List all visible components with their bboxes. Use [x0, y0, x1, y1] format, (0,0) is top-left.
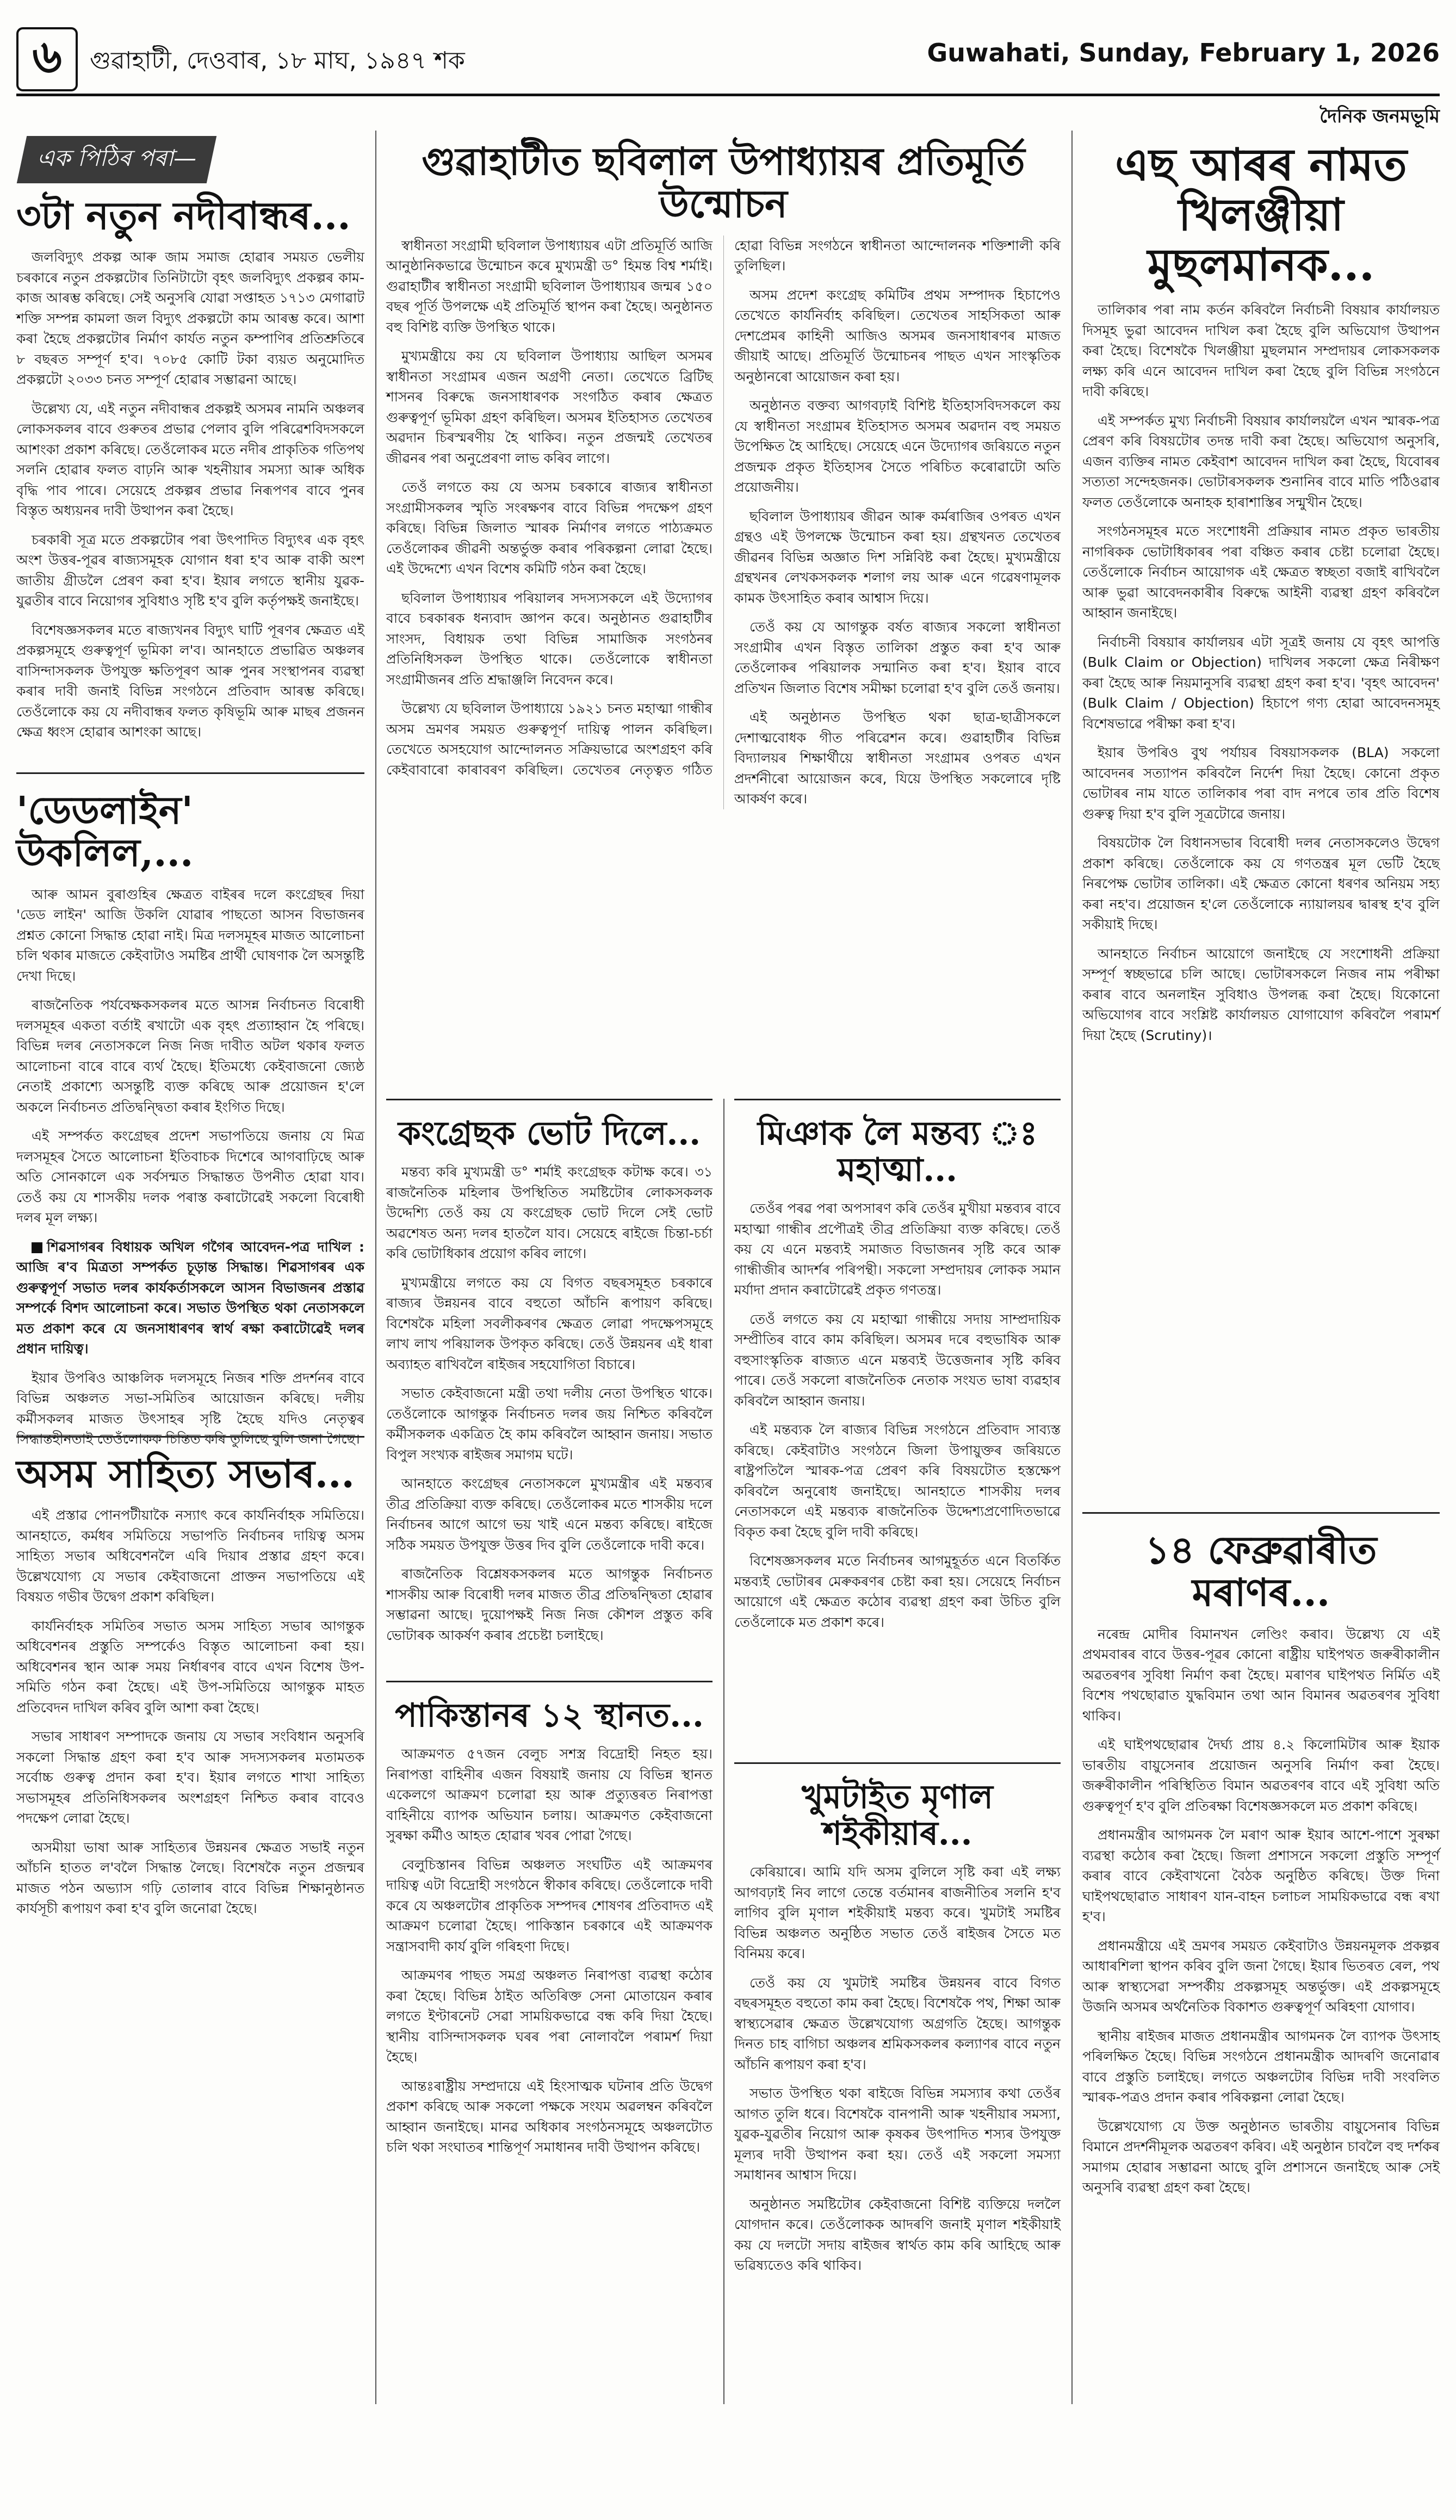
- header-rule: [16, 94, 1440, 96]
- headline: অসম সাহিত্য সভাৰ...: [16, 1451, 355, 1496]
- paragraph: উল্লেখযোগ্য যে উক্ত অনুষ্ঠানত ভাৰতীয় বায়ুসেনাৰ বিভিন্ন বিমানে প্ৰদৰ্শনীমূলক অৱতৰণ কৰিব। এই অনুষ্ঠান চাবলৈ বহু দৰ্শকৰ সমাগম হোৱাৰ সম্ভাৱনা আছে বুলি প্ৰশাসনে জনাইছে আৰু সেই অনুসৰি ব্যৱস্থা গ্ৰহণ কৰা হৈছে।: [1082, 2118, 1440, 2196]
- paragraph: প্ৰধানমন্ত্ৰীয়ে এই ভ্ৰমণৰ সময়ত কেইবাটাও উন্নয়নমূলক প্ৰকল্পৰ আধাৰশিলা স্থাপন কৰিব বুলি জনা গৈছে। ইয়াৰ ভিতৰত ৰেল, পথ আৰু স্বাস্থ্যসেৱা সম্পৰ্কীয় প্ৰকল্পসমূহ অন্তৰ্ভুক্ত। এই প্ৰকল্পসমূহে উজনি অসমৰ অৰ্থনৈতিক বিকাশত গুৰুত্বপূৰ্ণ অৰিহণা যোগাব।: [1082, 1937, 1440, 2015]
- article-sahitya-sabha: [16, 1436, 364, 2520]
- paragraph: কেৰিয়াৰে। আমি যদি অসম বুলিলে সৃষ্টি কৰা এই লক্ষ্য আগবঢ়াই নিব লাগে তেন্তে বৰ্তমানৰ ৰাজনীতিৰ সলনি হ'ব লাগিব বুলি মৃণাল শইকীয়াই মন্তব্য কৰে। খুমটাই সমষ্টিৰ বিভিন্ন অঞ্চলত অনুষ্ঠিত সভাত তেওঁ ৰাইজৰ সৈতে মত বিনিময় কৰে।: [734, 1864, 1061, 1962]
- section-kicker: এক পিঠিৰ পৰা—: [17, 136, 217, 183]
- paragraph: জলবিদ্যুৎ প্ৰকল্প আৰু জাম সমাজ হোৱাৰ সময়ত ভেলীয় চৰকাৰে নতুন প্ৰকল্পটোৰ তিনিটাটো বৃহৎ জলবিদ্যুৎ প্ৰকল্পৰ কাম-কাজ আৰম্ভ কৰিছে। সেই অনুসৰি যোৱা সপ্তাহত ১৭১৩ মেগাৱাট শক্তি সম্পন্ন কামলা জল বিদ্যুৎ প্ৰকল্পটো কাম আৰম্ভ কৰে। আশা কৰা হৈছে প্ৰকল্পটোৰ নিৰ্মাণ কাৰ্যত নতুন কম্পাণিৰ প্ৰতিশ্ৰুতিৰে ৮ বছৰত সম্পূৰ্ণ হ'ব। ৭০৮৫ কোটি টকা ব্যয়ত অনুমোদিত প্ৰকল্পটো ২০৩৩ চনত সম্পূৰ্ণ হোৱাৰ সম্ভাৱনা আছে।: [16, 249, 364, 388]
- paragraph: এই মন্তব্যক লৈ ৰাজ্যৰ বিভিন্ন সংগঠনে প্ৰতিবাদ সাব্যস্ত কৰিছে। কেইবাটাও সংগঠনে জিলা উপায়ুক্তৰ জৰিয়তে ৰাষ্ট্ৰপতিলৈ স্মাৰক-পত্ৰ প্ৰেৰণ কৰি বিষয়টোত হস্তক্ষেপ কৰিবলৈ অনুৰোধ জনাইছে। আনহাতে শাসকীয় দলৰ নেতাসকলে এই মন্তব্যক ৰাজনৈতিক উদ্দেশ্যপ্ৰণোদিতভাৱে বিকৃত কৰা হৈছে বুলি দাবী কৰিছে।: [734, 1422, 1061, 1540]
- newspaper-name: দৈনিক জনমভূমি: [1319, 106, 1440, 127]
- paragraph: মন্তব্য কৰি মুখ্যমন্ত্ৰী ড° শৰ্মাই কংগ্ৰেছক কটাক্ষ কৰে। ৩১ ৰাজনৈতিক মহিলাৰ উপস্থিতিত সমষ্টিটোৰ লোকসকলক উদ্দেশ্যি তেওঁ কয় যে কংগ্ৰেছক ভোট দিলে সেই ভোট অৱশেষত অন্য দলৰ হাতলৈ যাব। সেয়েহে ৰাইজে চিন্তা-চৰ্চা কৰি ভোটাধিকাৰ প্ৰয়োগ কৰিব লাগে।: [386, 1164, 712, 1262]
- paragraph: সভাৰ সাধাৰণ সম্পাদকে জনায় যে সভাৰ সংবিধান অনুসৰি সকলো সিদ্ধান্ত গ্ৰহণ কৰা হ'ব আৰু সদস্যসকলৰ মতামতক সৰ্বোচ্চ গুৰুত্ব প্ৰদান কৰা হ'ব। ইয়াৰ লগতে শাখা সাহিত্য সভাসমূহৰ প্ৰতিনিধিসকলৰ অংশগ্ৰহণ নিশ্চিত কৰাৰ বাবেও পদক্ষেপ লোৱা হৈছে।: [16, 1729, 364, 1826]
- paragraph: তালিকাৰ পৰা নাম কৰ্তন কৰিবলৈ নিৰ্বাচনী বিষয়াৰ কাৰ্যালয়ত দিসমূহ ভুৱা আবেদন দাখিল কৰা হৈছে বুলি অভিযোগ উত্থাপন কৰা হৈছে। বিশেষকৈ খিলঞ্জীয়া মুছলমান সম্প্ৰদায়ৰ লোকসকলক লক্ষ্য কৰি এনে আবেদন দাখিল কৰা হৈছে বুলি বিভিন্ন সংগঠনে দাবী কৰিছে।: [1082, 302, 1440, 400]
- paragraph: উল্লেখ্য যে, এই নতুন নদীবান্ধৰ প্ৰকল্পই অসমৰ নামনি অঞ্চলৰ লোকসকলৰ বাবে গুৰুতৰ প্ৰভাৱ পেলাব বুলি পৰিৱেশবিদসকলে আশংকা প্ৰকাশ কৰিছে। তেওঁলোকৰ মতে নদীৰ প্ৰাকৃতিক গতিপথ সলনি হোৱাৰ ফলত বাঢ়নি আৰু খহনীয়াৰ সমস্যা আৰু অধিক বৃদ্ধি পাব পাৰে। সেয়েহে প্ৰকল্পৰ প্ৰভাৱ নিৰূপণৰ বাবে পুনৰ বিস্তৃত অধ্যয়নৰ দাবী উত্থাপন কৰা হৈছে।: [16, 400, 364, 519]
- column-divider: [375, 131, 376, 2404]
- headline: পাকিস্তানৰ ১২ স্থানত...: [395, 1696, 704, 1735]
- paragraph: নিৰ্বাচনী বিষয়াৰ কাৰ্যালয়ৰ এটা সূত্ৰই জনায় যে বৃহৎ আপত্তি (Bulk Claim or Objection) দাখিলৰ সকলো ক্ষেত্ৰ নিৰীক্ষণ কৰা হৈছে আৰু নিয়মানুসৰি ব্যৱস্থা গ্ৰহণ কৰা হ'ব। 'বৃহৎ আবেদন' (Bulk Claim / Objection) হিচাপে গণ্য হোৱা আবেদনসমূহ বিশেষভাৱে পৰীক্ষা কৰা হ'ব।: [1082, 634, 1440, 732]
- paragraph: সভাত উপস্থিত থকা ৰাইজে বিভিন্ন সমস্যাৰ কথা তেওঁৰ আগত তুলি ধৰে। বিশেষকৈ বানপানী আৰু খহনীয়াৰ সমস্যা, যুৱক-যুৱতীৰ নিয়োগ আৰু কৃষকৰ উৎপাদিত শস্যৰ উপযুক্ত মূল্যৰ দাবী উত্থাপন কৰা হয়। তেওঁ এই সকলো সমস্যা সমাধানৰ আশ্বাস দিয়ে।: [734, 2085, 1061, 2183]
- headline: ১৪ ফেব্ৰুৱাৰীত মৰাণৰ...: [1145, 1527, 1377, 1615]
- article-congress-vote: [386, 1099, 712, 1666]
- paragraph: উল্লেখ্য যে ছবিলাল উপাধ্যায়ে ১৯২১ চনত মহাত্মা গান্ধীৰ অসম ভ্ৰমণৰ সময়ত গুৰুত্বপূৰ্ণ দায়িত্ব পালন কৰিছিল। তেখেতে অসহযোগ আন্দোলনত সক্ৰিয়ভাৱে অংশগ্ৰহণ কৰি কেইবাবাৰো কাৰাবৰণ কৰিছিল। তেখেতৰ নেতৃত্বত গঠিত হোৱা বিভিন্ন সংগঠনে স্বাধীনতা আন্দোলনক শক্তিশালী কৰি তুলিছিল।: [386, 237, 1061, 778]
- paragraph: প্ৰধানমন্ত্ৰীৰ আগমনক লৈ মৰাণ আৰু ইয়াৰ আশে-পাশে সুৰক্ষা ব্যৱস্থা কঠোৰ কৰা হৈছে। জিলা প্ৰশাসনে সকলো প্ৰস্তুতি সম্পূৰ্ণ কৰাৰ বাবে কেইবাখনো বৈঠক অনুষ্ঠিত কৰিছে। উক্ত দিনা ঘাইপথছোৱাত সাধাৰণ যান-বাহন চলাচল সাময়িকভাৱে বন্ধ ৰখা হ'ব।: [1082, 1827, 1440, 1925]
- paragraph: এই ঘাইপথছোৱাৰ দৈৰ্ঘ্য প্ৰায় ৪.২ কিলোমিটাৰ আৰু ইয়াক ভাৰতীয় বায়ুসেনাৰ প্ৰয়োজন অনুসৰি নিৰ্মাণ কৰা হৈছে। জৰুৰীকালীন পৰিস্থিতিত বিমান অৱতৰণৰ বাবে এই সুবিধা অতি গুৰুত্বপূৰ্ণ হ'ব বুলি প্ৰতিৰক্ষা বিশেষজ্ঞসকলে মত প্ৰকাশ কৰিছে।: [1082, 1737, 1440, 1814]
- paragraph: ইয়াৰ উপৰিও আঞ্চলিক দলসমূহে নিজৰ শক্তি প্ৰদৰ্শনৰ বাবে বিভিন্ন অঞ্চলত সভা-সমিতিৰ আয়োজন কৰিছে। দলীয় কৰ্মীসকলৰ মাজত উৎসাহৰ সৃষ্টি হৈছে যদিও নেতৃত্বৰ সিদ্ধান্তহীনতাই তেওঁলোকক চিন্তিত কৰি তুলিছে বুলি জনা গৈছে।: [16, 1370, 364, 1447]
- article-pakistan: [386, 1681, 712, 2520]
- paragraph: এই অনুষ্ঠানত উপস্থিত থকা ছাত্ৰ-ছাত্ৰীসকলে দেশাত্মবোধক গীত পৰিৱেশন কৰে। গুৱাহাটীৰ বিভিন্ন বিদ্যালয়ৰ শিক্ষাৰ্থীয়ে স্বাধীনতা সংগ্ৰামৰ ওপৰত এখন প্ৰদৰ্শনীৰো আয়োজন কৰে, যিয়ে উপস্থিত সকলোৰে দৃষ্টি আকৰ্ষণ কৰে।: [734, 709, 1061, 807]
- paragraph: ৰাজনৈতিক পৰ্যবেক্ষকসকলৰ মতে আসন্ন নিৰ্বাচনত বিৰোধী দলসমূহৰ একতা বৰ্তাই ৰখাটো এক বৃহৎ প্ৰত্যাহ্বান হৈ পৰিছে। বিভিন্ন দলৰ নেতাসকলে নিজ নিজ দাবীত অটল থকাৰ ফলত আলোচনা বাৰে বাৰে ব্যৰ্থ হৈছে। ইতিমধ্যে কেইবাজনো জ্যেষ্ঠ নেতাই প্ৰকাশ্যে অসন্তুষ্টি ব্যক্ত কৰিছে আৰু প্ৰয়োজন হ'লে অকলে নিৰ্বাচনত প্ৰতিদ্বন্দ্বিতা কৰাৰ ইংগিত দিছে।: [16, 997, 364, 1115]
- paragraph: স্বাধীনতা সংগ্ৰামী ছবিলাল উপাধ্যায়ৰ এটা প্ৰতিমূৰ্তি আজি আনুষ্ঠানিকভাৱে উন্মোচন কৰে মুখ্যমন্ত্ৰী ড° হিমন্ত বিশ্ব শৰ্মাই। গুৱাহাটীৰ স্বাধীনতা সংগ্ৰামী ছবিলাল উপাধ্যায়ৰ জন্মৰ ১৫০ বছৰ পূৰ্তি উপলক্ষে এই প্ৰতিমূৰ্তি স্থাপন কৰা হৈছে। অনুষ্ঠানত বহু বিশিষ্ট ব্যক্তি উপস্থিত থাকে।: [386, 237, 712, 335]
- column-center: [386, 131, 1061, 2404]
- page-number: ৬: [16, 27, 78, 91]
- paragraph: বিশেষজ্ঞসকলৰ মতে নিৰ্বাচনৰ আগমুহূৰ্তত এনে বিতৰ্কিত মন্তব্যই ভোটাৰৰ মেৰুকৰণৰ চেষ্টা কৰা হয়। সেয়েহে নিৰ্বাচন আয়োগে এই ক্ষেত্ৰত কঠোৰ ব্যৱস্থা গ্ৰহণ কৰা উচিত বুলি তেওঁলোকে মত প্ৰকাশ কৰে।: [734, 1553, 1061, 1630]
- column-divider: [723, 1099, 724, 2404]
- headline: মিঞাক লৈ মন্তব্য ঃ মহাত্মা...: [757, 1115, 1038, 1190]
- paragraph: তেওঁ লগতে কয় যে মহাত্মা গান্ধীয়ে সদায় সাম্প্ৰদায়িক সম্প্ৰীতিৰ বাবে কাম কৰিছিল। অসমৰ দৰে বহুভাষিক আৰু বহুসাংস্কৃতিক ৰাজ্যত এনে মন্তব্যই উত্তেজনাৰ সৃষ্টি কৰিব পাৰে। তেওঁ সকলো ৰাজনৈতিক নেতাক সংযত ভাষা ব্যৱহাৰ কৰিবলৈ আহ্বান জনায়।: [734, 1311, 1061, 1409]
- article-sir-muslims: [1082, 131, 1440, 1490]
- paragraph: চৰকাৰী সূত্ৰ মতে প্ৰকল্পটোৰ পৰা উৎপাদিত বিদ্যুৎৰ এক বৃহৎ অংশ উত্তৰ-পূৱৰ ৰাজ্যসমূহক যোগান ধৰা হ'ব আৰু বাকী অংশ জাতীয় গ্ৰীডলৈ প্ৰেৰণ কৰা হ'ব। ইয়াৰ লগতে স্থানীয় যুৱক-যুৱতীৰ বাবে নিয়োগৰ সুবিধাও সৃষ্টি হ'ব বুলি কৰ্তৃপক্ষই জনাইছে।: [16, 531, 364, 609]
- paragraph: এই সম্পৰ্কত কংগ্ৰেছৰ প্ৰদেশ সভাপতিয়ে জনায় যে মিত্ৰ দলসমূহৰ সৈতে আলোচনা ইতিবাচক দিশেৰে আগবাঢ়িছে আৰু অতি সোনকালে এক সৰ্বসন্মত সিদ্ধান্তত উপনীত হোৱা যাব। তেওঁ কয় যে শাসকীয় দলক পৰাস্ত কৰাটোৱেই সকলো বিৰোধী দলৰ মূল লক্ষ্য।: [16, 1128, 364, 1226]
- article-chabilal-statue: [386, 131, 1061, 1077]
- paragraph: অসম প্ৰদেশ কংগ্ৰেছ কমিটিৰ প্ৰথম সম্পাদক হিচাপেও তেখেতে কাৰ্যনিৰ্বাহ কৰিছিল। তেখেতৰ সাহসিকতা আৰু দেশপ্ৰেমৰ কাহিনী আজিও অসমৰ জনসাধাৰণৰ মাজত জীয়াই আছে। প্ৰতিমূৰ্তি উন্মোচনৰ পাছত এখন সাংস্কৃতিক অনুষ্ঠানৰো আয়োজন কৰা হয়।: [734, 287, 1061, 385]
- paragraph: ছবিলাল উপাধ্যায়ৰ পৰিয়ালৰ সদস্যসকলে এই উদ্যোগৰ বাবে চৰকাৰক ধন্যবাদ জ্ঞাপন কৰে। অনুষ্ঠানত গুৱাহাটীৰ সাংসদ, বিধায়ক তথা বিভিন্ন সামাজিক সংগঠনৰ প্ৰতিনিধিসকল উপস্থিত থাকে। তেওঁলোকে স্বাধীনতা সংগ্ৰামীজনৰ প্ৰতি শ্ৰদ্ধাঞ্জলি নিবেদন কৰে।: [386, 590, 712, 688]
- paragraph: আন্তঃৰাষ্ট্ৰীয় সম্প্ৰদায়ে এই হিংসাত্মক ঘটনাৰ প্ৰতি উদ্বেগ প্ৰকাশ কৰিছে আৰু সকলো পক্ষকে সংযম অৱলম্বন কৰিবলৈ আহ্বান জনাইছে। মানৱ অধিকাৰ সংগঠনসমূহে অঞ্চলটোত চলি থকা সংঘাতৰ শান্তিপূৰ্ণ সমাধানৰ দাবী উত্থাপন কৰিছে।: [386, 2078, 712, 2156]
- paragraph: তেওঁ কয় যে খুমটাই সমষ্টিৰ উন্নয়নৰ বাবে বিগত বছৰসমূহত বহুতো কাম কৰা হৈছে। বিশেষকৈ পথ, শিক্ষা আৰু স্বাস্থ্যসেৱাৰ ক্ষেত্ৰত উল্লেখযোগ্য অগ্ৰগতি হৈছে। আগন্তুক দিনত চাহ বাগিচা অঞ্চলৰ শ্ৰমিকসকলৰ কল্যাণৰ বাবে নতুন আঁচনি ৰূপায়ণ কৰা হ'ব।: [734, 1974, 1061, 2072]
- headline: এছ আৰৰ নামত খিলঞ্জীয়া মুছলমানক...: [1115, 139, 1407, 291]
- paragraph: ৰাজনৈতিক বিশ্লেষকসকলৰ মতে আগন্তুক নিৰ্বাচনত শাসকীয় আৰু বিৰোধী দলৰ মাজত তীব্ৰ প্ৰতিদ্বন্দ্বিতা হোৱাৰ সম্ভাৱনা আছে। দুয়োপক্ষই নিজ নিজ কৌশল প্ৰস্তুত কৰি ভোটাৰক আকৰ্ষণ কৰাৰ প্ৰচেষ্টা চলাইছে।: [386, 1566, 712, 1643]
- header-date-english: Guwahati, Sunday, February 1, 2026: [927, 38, 1440, 67]
- article-moran-highway: [1082, 1512, 1440, 2520]
- paragraph: এই প্ৰস্তাৱ পোনপটীয়াকৈ নস্যাৎ কৰে কাৰ্যনিৰ্বাহক সমিতিয়ে। আনহাতে, কৰ্মধৰ সমিতিয়ে সভাপতি নিৰ্বাচনৰ দায়িত্ব অসম সাহিত্য সভাৰ অধিবেশনলৈ এৰি দিয়াৰ প্ৰস্তাৱ গ্ৰহণ কৰে। উল্লেখযোগ্য যে সভাৰ কেইবাজনো প্ৰাক্তন সভাপতিয়ে এই বিষয়ত গভীৰ উদ্বেগ প্ৰকাশ কৰিছিল।: [16, 1507, 364, 1605]
- paragraph: নৰেন্দ্ৰ মোদীৰ বিমানখন লেণ্ডিং কৰাব। উল্লেখ্য যে এই প্ৰথমবাৰৰ বাবে উত্তৰ-পূৱৰ কোনো ৰাষ্ট্ৰীয় ঘাইপথত জৰুৰীকালীন অৱতৰণৰ সুবিধা নিৰ্মাণ কৰা হৈছে। মৰাণৰ ঘাইপথত নিৰ্মিত এই বিশেষ পথছোৱাত যুদ্ধবিমান তথা আন বিমানৰ অৱতৰণৰ সুবিধা থাকিব।: [1082, 1626, 1440, 1724]
- paragraph: বিশেষজ্ঞসকলৰ মতে ৰাজ্যখনৰ বিদ্যুৎ ঘাটি পূৰণৰ ক্ষেত্ৰত এই প্ৰকল্পসমূহে গুৰুত্বপূৰ্ণ ভূমিকা ল'ব। আনহাতে প্ৰভাৱিত অঞ্চলৰ বাসিন্দাসকলক উপযুক্ত ক্ষতিপূৰণ আৰু পুনৰ সংস্থাপনৰ ব্যৱস্থা কৰাৰ দাবী জনাই বিভিন্ন সংগঠনে প্ৰতিবাদ আৰম্ভ কৰিছে। তেওঁলোকে কয় যে নদীবান্ধৰ ফলত কৃষিভূমি আৰু মাছৰ প্ৰজনন ক্ষেত্ৰ ধ্বংস হোৱাৰ আশংকা আছে।: [16, 622, 364, 740]
- paragraph: এই সম্পৰ্কত মুখ্য নিৰ্বাচনী বিষয়াৰ কাৰ্যালয়লৈ এখন স্মাৰক-পত্ৰ প্ৰেৰণ কৰি বিষয়টোৰ তদন্ত দাবী কৰা হৈছে। অভিযোগ অনুসৰি, এজন ব্যক্তিৰ নামত কেইবাশ আবেদন দাখিল কৰা হৈছে, যিবোৰৰ সত্যতা সন্দেহজনক। ভোটাৰসকলক শুনানিৰ বাবে মাতি পঠিওৱাৰ ফলত তেওঁলোকে অনাহক হাৰাশাস্তিৰ সন্মুখীন হৈছে।: [1082, 412, 1440, 510]
- headline: কংগ্ৰেছক ভোট দিলে...: [398, 1115, 701, 1153]
- paragraph: আনহাতে নিৰ্বাচন আয়োগে জনাইছে যে সংশোধনী প্ৰক্ৰিয়া সম্পূৰ্ণ স্বচ্ছভাৱে চলি আছে। ভোটাৰসকলে নিজৰ নাম পৰীক্ষা কৰাৰ বাবে অনলাইন সুবিধাও উপলব্ধ কৰা হৈছে। যিকোনো অভিযোগৰ বাবে সংশ্লিষ্ট কাৰ্যালয়ত যোগাযোগ কৰিবলৈ পৰামৰ্শ দিয়া হৈছে (Scrutiny)।: [1082, 945, 1440, 1043]
- article-khumtai: [734, 1762, 1061, 2520]
- paragraph: আৰু আমন বুৰাগুহিৰ ক্ষেত্ৰত বাইৰৰ দলে কংগ্ৰেছৰ দিয়া 'ডেড লাইন' আজি উকলি যোৱাৰ পাছতো আসন বিভাজনৰ প্ৰশ্নত কোনো সিদ্ধান্ত হোৱা নাই। মিত্ৰ দলসমূহৰ মাজত আলোচনা চলি থকাৰ মাজতে কেইবাটাও সমষ্টিৰ প্ৰাৰ্থী ঘোষণাক লৈ অসন্তুষ্টি দেখা দিছে।: [16, 886, 364, 984]
- paragraph: ইয়াৰ উপৰিও বুথ পৰ্যায়ৰ বিষয়াসকলক (BLA) সকলো আবেদনৰ সত্যাপন কৰিবলৈ নিৰ্দেশ দিয়া হৈছে। কোনো প্ৰকৃত ভোটাৰৰ নাম যাতে তালিকাৰ পৰা বাদ নপৰে তাৰ প্ৰতি বিশেষ গুৰুত্ব দিয়া হ'ব বুলি সূত্ৰটোৱে জনায়।: [1082, 745, 1440, 822]
- paragraph: আক্ৰমণৰ পাছত সমগ্ৰ অঞ্চলত নিৰাপত্তা ব্যৱস্থা কঠোৰ কৰা হৈছে। বিভিন্ন ঠাইত অতিৰিক্ত সেনা মোতায়েন কৰাৰ লগতে ইণ্টাৰনেট সেৱা সাময়িকভাৱে বন্ধ কৰি দিয়া হৈছে। স্থানীয় বাসিন্দাসকলক ঘৰৰ পৰা নোলাবলৈ পৰামৰ্শ দিয়া হৈছে।: [386, 1967, 712, 2065]
- paragraph: কাৰ্যনিৰ্বাহক সমিতিৰ সভাত অসম সাহিত্য সভাৰ আগন্তুক অধিবেশনৰ প্ৰস্তুতি সম্পৰ্কেও বিস্তৃত আলোচনা কৰা হয়। অধিবেশনৰ স্থান আৰু সময় নিৰ্ধাৰণৰ বাবে এখন বিশেষ উপ-সমিতি গঠন কৰা হৈছে। এই উপ-সমিতিয়ে আগন্তুক মাহত প্ৰতিবেদন দাখিল কৰিব বুলি আশা কৰা হৈছে।: [16, 1618, 364, 1716]
- paragraph: ছবিলাল উপাধ্যায়ৰ জীৱন আৰু কৰ্মৰাজিৰ ওপৰত এখন গ্ৰন্থও এই উপলক্ষে উন্মোচন কৰা হয়। গ্ৰন্থখনত তেখেতৰ জীৱনৰ বিভিন্ন অজ্ঞাত দিশ সন্নিবিষ্ট কৰা হৈছে। মুখ্যমন্ত্ৰীয়ে গ্ৰন্থখনৰ লেখকসকলক শলাগ লয় আৰু এনে গৱেষণামূলক কামক উৎসাহিত কৰাৰ আশ্বাস দিয়ে।: [734, 508, 1061, 606]
- newspaper-page: [16, 22, 1440, 2404]
- paragraph: মুখ্যমন্ত্ৰীয়ে কয় যে ছবিলাল উপাধ্যায় আছিল অসমৰ স্বাধীনতা সংগ্ৰামৰ এজন অগ্ৰণী নেতা। তেখেতে ব্ৰিটিছ শাসনৰ বিৰুদ্ধে জনসাধাৰণক সংগঠিত কৰাৰ ক্ষেত্ৰত গুৰুত্বপূৰ্ণ ভূমিকা গ্ৰহণ কৰিছিল। অসমৰ ইতিহাসত তেখেতৰ অৱদান চিৰস্মৰণীয় হৈ থাকিব। নতুন প্ৰজন্মই তেখেতৰ জীৱনৰ পৰা অনুপ্ৰেৰণা লাভ কৰিব লাগে।: [386, 348, 712, 466]
- headline: ৩টা নতুন নদীবান্ধৰ...: [16, 193, 351, 238]
- paragraph: স্থানীয় ৰাইজৰ মাজত প্ৰধানমন্ত্ৰীৰ আগমনক লৈ ব্যাপক উৎসাহ পৰিলক্ষিত হৈছে। বিভিন্ন সংগঠনে প্ৰধানমন্ত্ৰীক আদৰণি জনোৱাৰ বাবে প্ৰস্তুতি চলাইছে। লগতে অঞ্চলটোৰ বিভিন্ন দাবী সংবলিত স্মাৰক-পত্ৰও প্ৰদান কৰাৰ পৰিকল্পনা লোৱা হৈছে।: [1082, 2028, 1440, 2106]
- headline: গুৱাহাটীত ছবিলাল উপাধ্যায়ৰ প্ৰতিমূৰ্তি উন্মোচন: [422, 139, 1025, 227]
- paragraph: আক্ৰমণত ৫৭জন বেলুচ সশস্ত্ৰ বিদ্ৰোহী নিহত হয়। নিৰাপত্তা বাহিনীৰ এজন বিষয়াই জনায় যে বিভিন্ন স্থানত একেলগে আক্ৰমণ চলোৱা হয় আৰু প্ৰত্যুত্তৰত নিৰাপত্তা বাহিনীয়ে ব্যাপক অভিযান চলায়। আক্ৰমণত কেইবাজনো সুৰক্ষা কৰ্মীও আহত হোৱাৰ খবৰ পোৱা গৈছে।: [386, 1746, 712, 1844]
- article-river-dams: [16, 185, 364, 751]
- paragraph: তেওঁৰ পৰৱ পৰা অপসাৰণ কৰি তেওঁৰ মুখীয়া মন্তব্যৰ বাবে মহাত্মা গান্ধীৰ প্ৰপৌত্ৰই তীব্ৰ প্ৰতিক্ৰিয়া ব্যক্ত কৰিছে। তেওঁ কয় যে এনে মন্তব্যই সমাজত বিভাজনৰ সৃষ্টি কৰে আৰু গান্ধীজীৰ আদৰ্শৰ পৰিপন্থী। সকলো সম্প্ৰদায়ৰ লোকক সমান মৰ্যাদা প্ৰদান কৰাটোৱেই প্ৰকৃত গণতন্ত্ৰ।: [734, 1200, 1061, 1298]
- article-body: [386, 236, 1061, 809]
- paragraph: অনুষ্ঠানত সমষ্টিটোৰ কেইবাজনো বিশিষ্ট ব্যক্তিয়ে দললৈ যোগদান কৰে। তেওঁলোকক আদৰণি জনাই মৃণাল শইকীয়াই কয় যে দলটো সদায় ৰাইজৰ স্বাৰ্থত কাম কৰি আহিছে আৰু ভৱিষ্যতেও কৰি থাকিব।: [734, 2196, 1061, 2274]
- paragraph: তেওঁ লগতে কয় যে অসম চৰকাৰে ৰাজ্যৰ স্বাধীনতা সংগ্ৰামীসকলৰ স্মৃতি সংৰক্ষণৰ বাবে বিভিন্ন পদক্ষেপ গ্ৰহণ কৰিছে। বিভিন্ন জিলাত স্মাৰক নিৰ্মাণৰ লগতে পাঠ্যক্ৰমত তেওঁলোকৰ জীৱনী অন্তৰ্ভুক্ত কৰাৰ পৰিকল্পনা লোৱা হৈছে। এই উদ্দেশ্যে এখন বিশেষ কমিটি গঠন কৰা হৈছে।: [386, 479, 712, 577]
- headline: খুমটাইত মৃণাল শইকীয়াৰ...: [802, 1778, 993, 1853]
- paragraph: সংগঠনসমূহৰ মতে সংশোধনী প্ৰক্ৰিয়াৰ নামত প্ৰকৃত ভাৰতীয় নাগৰিকক ভোটাধিকাৰৰ পৰা বঞ্চিত কৰাৰ চেষ্টা চলোৱা হৈছে। তেওঁলোকে নিৰ্বাচন আয়োগক এই ক্ষেত্ৰত স্বচ্ছতা বজাই ৰাখিবলৈ আৰু ভুৱা আবেদনকাৰীৰ বিৰুদ্ধে আইনী ব্যৱস্থা গ্ৰহণ কৰিবলৈ আহ্বান জনাইছে।: [1082, 523, 1440, 621]
- paragraph: শিৱসাগৰৰ বিধায়ক অখিল গগৈৰ আবেদন-পত্ৰ দাখিল : আজি ৰ'ব মিত্ৰতা সম্পৰ্কত চূড়ান্ত সিদ্ধান্ত। শিৱসাগৰৰ এক গুৰুত্বপূৰ্ণ সভাত দলৰ কাৰ্যকৰ্তাসকলে আসন বিভাজনৰ প্ৰস্তাৱ সম্পৰ্কে বিশদ আলোচনা কৰে। সভাত উপস্থিত থকা নেতাসকলে মত প্ৰকাশ কৰে যে জনসাধাৰণৰ স্বাৰ্থ ৰক্ষা কৰাটোৱেই দলৰ প্ৰধান দায়িত্ব।: [16, 1239, 364, 1357]
- column-left: [16, 131, 364, 2404]
- paragraph: সভাত কেইবাজনো মন্ত্ৰী তথা দলীয় নেতা উপস্থিত থাকে। তেওঁলোকে আগন্তুক নিৰ্বাচনত দলৰ জয় নিশ্চিত কৰিবলৈ কৰ্মীসকলক একত্ৰিত হৈ কাম কৰিবলৈ আহ্বান জনায়। সভাত বিপুল সংখ্যক ৰাইজৰ সমাগম ঘটে।: [386, 1385, 712, 1463]
- column-divider: [1071, 131, 1073, 2404]
- paragraph: তেওঁ কয় যে আগন্তুক বৰ্ষত ৰাজ্যৰ সকলো স্বাধীনতা সংগ্ৰামীৰ এখন বিস্তৃত তালিকা প্ৰস্তুত কৰা হ'ব আৰু তেওঁলোকৰ পৰিয়ালক সন্মানিত কৰা হ'ব। ইয়াৰ বাবে প্ৰতিখন জিলাত বিশেষ সমীক্ষা চলোৱা হ'ব বুলি তেওঁ জনায়।: [734, 619, 1061, 696]
- paragraph: অনুষ্ঠানত বক্তব্য আগবঢ়াই বিশিষ্ট ইতিহাসবিদসকলে কয় যে স্বাধীনতা সংগ্ৰামৰ ইতিহাসত অসমৰ অৱদান বহু সময়ত উপেক্ষিত হৈ আহিছে। সেয়েহে এনে উদ্যোগৰ জৰিয়তে নতুন প্ৰজন্মক প্ৰকৃত ইতিহাসৰ সৈতে পৰিচিত কৰোৱাটো অতি প্ৰয়োজনীয়।: [734, 398, 1061, 496]
- bullet-icon: [32, 1242, 42, 1253]
- headline: 'ডেডলাইন' উকলিল,...: [16, 788, 194, 876]
- paragraph: আনহাতে কংগ্ৰেছৰ নেতাসকলে মুখ্যমন্ত্ৰীৰ এই মন্তব্যৰ তীব্ৰ প্ৰতিক্ৰিয়া ব্যক্ত কৰিছে। তেওঁলোকৰ মতে শাসকীয় দলে নিৰ্বাচনৰ আগে আগে ভয় খাই এনে মন্তব্য কৰিছে। ৰাইজে সঠিক সময়ত উপযুক্ত উত্তৰ দিব বুলি তেওঁলোকে দাবী কৰে।: [386, 1476, 712, 1553]
- paragraph: বেলুচিস্তানৰ বিভিন্ন অঞ্চলত সংঘটিত এই আক্ৰমণৰ দায়িত্ব এটা বিদ্ৰোহী সংগঠনে স্বীকাৰ কৰিছে। তেওঁলোকে দাবী কৰে যে অঞ্চলটোৰ প্ৰাকৃতিক সম্পদৰ শোষণৰ প্ৰতিবাদত এই আক্ৰমণ চলোৱা হৈছে। পাকিস্তান চৰকাৰে এই আক্ৰমণক সন্ত্ৰাসবাদী কাৰ্য বুলি গৰিহণা দিছে।: [386, 1856, 712, 1954]
- column-right: [1082, 131, 1440, 2404]
- page-header: [16, 22, 1440, 127]
- article-miya-remark: [734, 1099, 1061, 1748]
- paragraph: মুখ্যমন্ত্ৰীয়ে লগতে কয় যে বিগত বছৰসমূহত চৰকাৰে ৰাজ্যৰ উন্নয়নৰ বাবে বহুতো আঁচনি ৰূপায়ণ কৰিছে। বিশেষকৈ মহিলা সবলীকৰণৰ ক্ষেত্ৰত লোৱা পদক্ষেপসমূহে লাখ লাখ পৰিয়ালক উপকৃত কৰিছে। তেওঁ উন্নয়নৰ এই ধাৰা অব্যাহত ৰাখিবলৈ ৰাইজৰ সহযোগিতা বিচাৰে।: [386, 1274, 712, 1372]
- paragraph: বিষয়টোক লৈ বিধানসভাৰ বিৰোধী দলৰ নেতাসকলেও উদ্বেগ প্ৰকাশ কৰিছে। তেওঁলোকে কয় যে গণতন্ত্ৰৰ মূল ভেটি হৈছে নিৰপেক্ষ ভোটাৰ তালিকা। এই ক্ষেত্ৰত কোনো ধৰণৰ অনিয়ম সহ্য কৰা নহ'ব। প্ৰয়োজন হ'লে তেওঁলোকে ন্যায়ালয়ৰ দ্বাৰস্থ হ'ব বুলি সকীয়াই দিছে।: [1082, 835, 1440, 933]
- header-date-assamese: গুৱাহাটী, দেওবাৰ, ১৮ মাঘ, ১৯৪৭ শক: [90, 47, 465, 75]
- paragraph: অসমীয়া ভাষা আৰু সাহিত্যৰ উন্নয়নৰ ক্ষেত্ৰত সভাই নতুন আঁচনি হাতত ল'বলৈ সিদ্ধান্ত লৈছে। বিশেষকৈ নতুন প্ৰজন্মৰ মাজত পঠন অভ্যাস গঢ়ি তোলাৰ বাবে বিভিন্ন শিক্ষানুষ্ঠানত কাৰ্যসূচী ৰূপায়ণ কৰা হ'ব বুলি জনোৱা হৈছে।: [16, 1839, 364, 1917]
- article-deadline: [16, 772, 364, 1447]
